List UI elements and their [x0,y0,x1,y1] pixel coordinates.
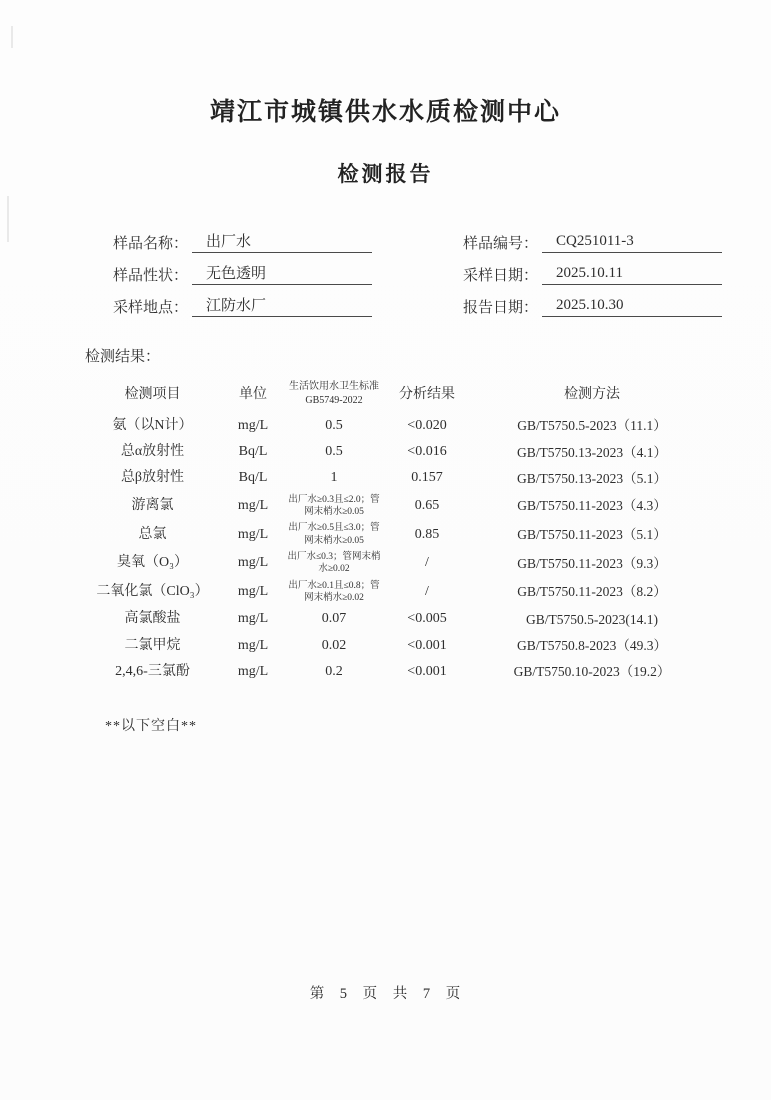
field-value: 出厂水 [192,230,372,253]
results-section-label: 检测结果： [85,349,161,365]
cell-method: GB/T5750.8-2023（49.3） [517,637,667,653]
scan-artifact [7,196,9,242]
field-value: 2025.10.30 [542,297,722,317]
cell-method: GB/T5750.11-2023（9.3） [517,555,667,571]
cell-unit: Bq/L [238,444,268,460]
cell-method: GB/T5750.13-2023（4.1） [517,444,667,460]
header-standard: 生活饮用水卫生标准GB5749-2022 [289,381,379,406]
cell-unit: mg/L [237,526,269,542]
cell-result: 0.85 [414,526,440,542]
header-result: 分析结果 [399,387,455,403]
cell-standard: 出厂水≤0.3；管网末梢水≥0.02 [287,551,381,575]
field-value: CQ251011-3 [542,233,722,253]
cell-result: <0.020 [407,418,447,433]
cell-result: / [425,583,429,599]
scan-artifact [11,26,13,48]
cell-item: 二氧化氯（ClO₃） [96,583,209,599]
sampling-location-field [113,294,433,317]
table-row [85,578,712,607]
table-row [85,413,712,439]
cell-item: 总氯 [138,526,167,542]
cell-result: 0.157 [411,470,443,486]
cell-result: / [425,555,429,571]
end-of-content-note: **以下空白** [105,718,197,734]
cell-standard: 0.02 [321,637,347,653]
cell-standard: 1 [330,470,338,486]
table-row [85,492,712,521]
cell-unit: mg/L [237,555,269,571]
cell-method: GB/T5750.13-2023（5.1） [517,470,667,486]
sample-name-field [113,230,433,253]
cell-item: 总β放射性 [120,470,185,486]
page-title: 靖江市城镇供水水质检测中心 [209,99,561,126]
cell-unit: mg/L [237,418,269,433]
field-value: 无色透明 [192,262,372,285]
cell-method: GB/T5750.10-2023（19.2） [513,664,671,679]
table-row [85,465,712,491]
field-label: 样品编号： [463,236,539,252]
field-label: 报告日期： [463,300,539,316]
cell-method: GB/T5750.11-2023（4.3） [517,498,667,514]
field-label: 采样地点： [113,300,189,316]
cell-unit: mg/L [237,497,269,513]
header-unit: 单位 [239,387,267,403]
table-header-row [85,380,712,413]
cell-item: 游离氯 [131,497,174,513]
header-method: 检测方法 [564,387,620,403]
sample-number-field [463,230,731,253]
cell-standard: 0.5 [325,444,343,460]
cell-item: 高氯酸盐 [124,611,181,627]
cell-unit: mg/L [237,611,269,627]
cell-standard: 0.2 [325,663,343,679]
sample-appearance-field [113,262,433,285]
cell-item: 总α放射性 [120,444,185,460]
cell-method: GB/T5750.5-2023(14.1) [526,611,658,627]
cell-unit: Bq/L [238,470,268,486]
cell-method: GB/T5750.5-2023（11.1） [517,418,667,434]
cell-item: 二氯甲烷 [124,637,181,653]
table-row [85,633,712,659]
table-row [85,606,712,632]
results-table [85,380,712,685]
cell-result: <0.005 [407,611,447,627]
table-row [85,659,712,685]
field-label: 样品性状： [113,268,189,284]
cell-item: 臭氧（O₃） [117,555,188,571]
report-date-field [463,294,731,317]
report-subtitle: 检测报告 [337,162,434,186]
cell-result: <0.001 [407,663,447,679]
table-row [85,520,712,549]
field-value: 2025.10.11 [542,265,722,285]
cell-result: <0.001 [407,637,447,653]
cell-item: 2,4,6-三氯酚 [115,663,190,679]
cell-standard: 出厂水≥0.1且≤0.8；管网末梢水≥0.02 [288,580,380,603]
cell-standard: 0.5 [325,418,343,433]
cell-item: 氨（以N计） [112,418,193,433]
sample-info [113,230,731,317]
field-label: 样品名称： [113,236,189,252]
cell-method: GB/T5750.11-2023（8.2） [517,584,667,600]
cell-unit: mg/L [237,637,269,653]
cell-unit: mg/L [237,663,269,679]
sampling-date-field [463,262,731,285]
cell-standard: 出厂水≥0.5且≤3.0；管网末梢水≥0.05 [288,523,380,546]
cell-result: 0.65 [414,497,440,513]
cell-standard: 0.07 [321,611,347,627]
cell-standard: 出厂水≥0.3且≤2.0；管网末梢水≥0.05 [288,494,380,517]
field-value: 江防水厂 [192,294,372,317]
cell-result: <0.016 [407,444,447,460]
field-label: 采样日期： [463,268,539,284]
cell-unit: mg/L [237,583,269,599]
table-row [85,439,712,465]
table-row [85,549,712,578]
page-footer: 第 5 页 共 7 页 [309,986,462,1002]
cell-method: GB/T5750.11-2023（5.1） [517,526,667,542]
header-item: 检测项目 [124,387,181,403]
